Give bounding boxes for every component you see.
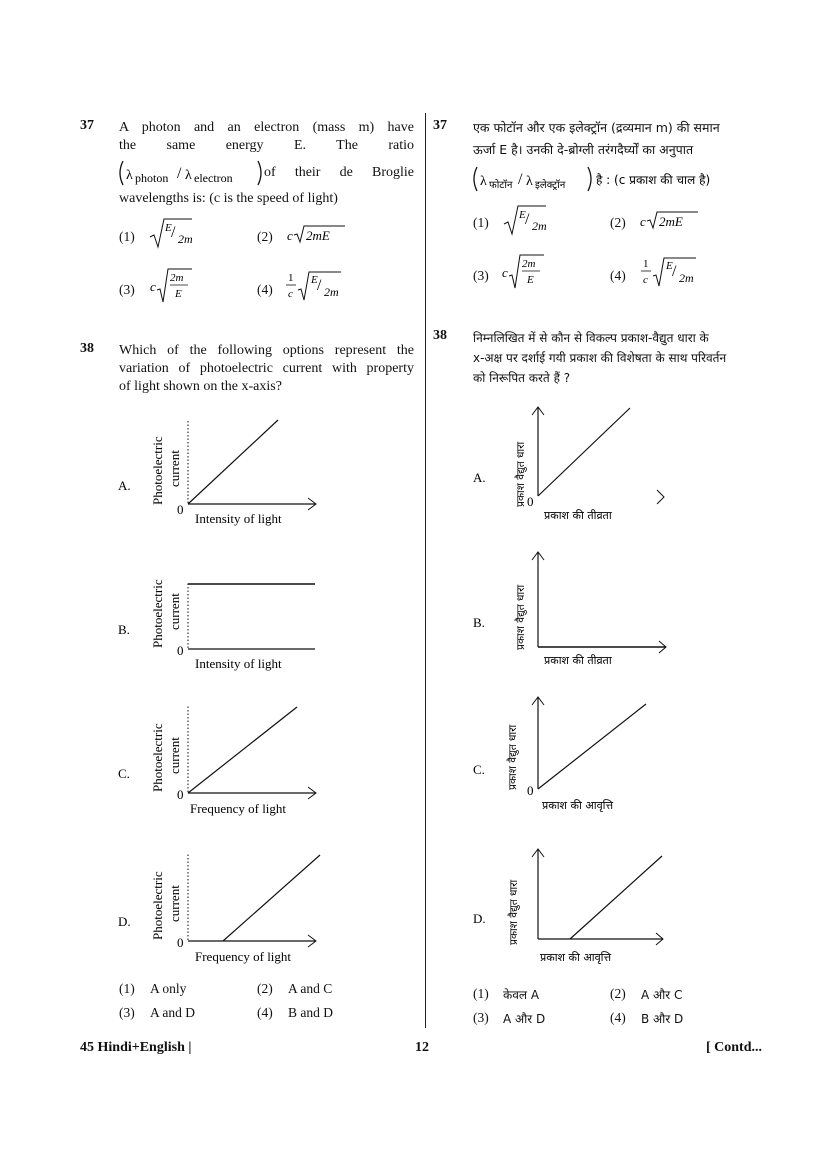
q38-option-1-text[interactable]: A only [150, 981, 187, 996]
svg-text:2mE: 2mE [306, 228, 330, 243]
svg-text:/: / [518, 171, 523, 188]
q38-hi-option-3-text[interactable]: A और D [503, 1012, 546, 1026]
graph-a-hi-origin: 0 [527, 494, 534, 509]
q38-line3: of light shown on the x-axis? [119, 379, 282, 394]
graph-c-hi-xlabel: प्रकाश की आवृत्ति [542, 799, 614, 812]
svg-text:c: c [288, 288, 293, 300]
graph-c-hi-ylabel: प्रकाश वैद्युत धारा [507, 724, 519, 790]
graph-d-en-label: D. [118, 914, 131, 929]
q37-hi-option-4-label: (4) [610, 268, 626, 283]
ratio-hi-photon-sub: फोटॉन [489, 180, 513, 191]
q38-hi-option-2-text[interactable]: A और C [641, 988, 683, 1002]
q38-option-1-label: (1) [119, 981, 135, 996]
svg-text:c: c [150, 279, 156, 294]
q38-hi-line3: को निरूपित करते हैं ? [473, 371, 571, 385]
svg-text:c: c [640, 214, 646, 229]
q38-hi-option-1-label: (1) [473, 986, 489, 1001]
graph-d-en-xlabel: Frequency of light [195, 949, 292, 964]
q37-hi-option-2-label: (2) [610, 215, 626, 230]
q37-option-3-formula[interactable] [148, 266, 208, 311]
graph-a-en [115, 405, 330, 535]
q37-hi-option-3-formula[interactable] [500, 252, 560, 297]
graph-d-en [115, 843, 330, 973]
graph-b-hi-xlabel: प्रकाश की तीव्रता [544, 654, 612, 667]
graph-c-en-xlabel: Frequency of light [190, 801, 287, 816]
graph-b-en-ylabel1: Photoelectric [150, 579, 165, 648]
q37-line4: wavelengths is: (c is the speed of light) [119, 191, 338, 206]
q38-hi-number: 38 [433, 328, 447, 343]
graph-c-hi [470, 690, 680, 820]
c-sqrt-2mE-hi [638, 209, 708, 233]
svg-text:c: c [643, 274, 648, 286]
q38-hi-option-3-label: (3) [473, 1010, 489, 1025]
svg-text:2m: 2m [324, 285, 339, 299]
svg-text:2m: 2m [522, 258, 536, 270]
svg-text:2m: 2m [532, 219, 547, 233]
graph-c-en [115, 695, 330, 825]
svg-text:/: / [177, 165, 182, 182]
graph-a-en-xlabel: Intensity of light [195, 511, 282, 526]
sqrt-e-over-2m-hi [502, 202, 562, 238]
svg-text:λ: λ [526, 174, 533, 189]
q38-option-4-text[interactable]: B and D [288, 1005, 333, 1020]
svg-text:2m: 2m [170, 272, 184, 284]
graph-a-en-ylabel1: Photoelectric [150, 436, 165, 505]
q37-hi-ratio-suffix: है : (c प्रकाश की चाल है) [596, 173, 711, 187]
graph-d-hi-xlabel: प्रकाश की आवृत्ति [540, 951, 612, 964]
q38-hi-option-1-text[interactable]: केवल A [503, 988, 540, 1002]
graph-a-en-origin: 0 [177, 502, 184, 517]
svg-text:/: / [317, 277, 322, 294]
q37-option-4-label: (4) [257, 282, 273, 297]
q38-option-2-label: (2) [257, 981, 273, 996]
c-sqrt-2mE [285, 223, 355, 247]
c-sqrt-2m-over-E [148, 266, 208, 306]
svg-text:c: c [287, 228, 293, 243]
svg-text:E: E [666, 260, 673, 272]
footer-page-number: 12 [415, 1040, 429, 1055]
q37-hi-ratio-line [470, 164, 770, 199]
q37-option-2-formula[interactable] [285, 223, 355, 252]
q38-hi-option-2-label: (2) [610, 986, 626, 1001]
graph-d-hi [470, 842, 680, 972]
q37-option-1-label: (1) [119, 229, 135, 244]
q38-hi-option-4-label: (4) [610, 1010, 626, 1025]
q37-line2: the same energy E. The ratio [119, 138, 414, 153]
sqrt-e-over-2m [148, 215, 208, 251]
footer-paper-code: 45 Hindi+English | [80, 1040, 192, 1055]
graph-b-en-label: B. [118, 622, 130, 637]
graph-d-hi-label: D. [473, 911, 486, 926]
graph-d-hi-ylabel: प्रकाश वैद्युत धारा [508, 879, 520, 945]
q37-number: 37 [80, 118, 94, 133]
q38-hi-option-4-text[interactable]: B और D [641, 1012, 684, 1026]
svg-text:2m: 2m [679, 271, 694, 285]
svg-text:λ: λ [126, 168, 133, 183]
graph-c-en-label: C. [118, 766, 130, 781]
one-over-c-sqrt-e-over-2m [285, 266, 355, 306]
q37-hi-line2: ऊर्जा E है। उनकी दे-ब्रोग्ली तरंगदैर्घ्यों का अनुपात [473, 142, 694, 157]
svg-text:c: c [502, 265, 508, 280]
footer-contd: [ Contd... [706, 1040, 763, 1055]
svg-text:/: / [171, 224, 176, 241]
graph-c-en-ylabel1: Photoelectric [150, 723, 165, 792]
graph-a-en-line [188, 420, 278, 504]
svg-text:/: / [672, 263, 677, 280]
graph-b-en-ylabel2: current [167, 593, 182, 630]
q37-hi-option-2-formula[interactable] [638, 209, 708, 238]
q37-option-1-formula[interactable] [148, 215, 208, 256]
q38-option-4-label: (4) [257, 1005, 273, 1020]
svg-text:E: E [519, 209, 526, 221]
graph-d-en-origin: 0 [177, 935, 184, 950]
q37-line1: A photon and an electron (mass m) have [119, 120, 414, 135]
svg-text:E: E [175, 288, 182, 300]
c-sqrt-2m-over-E-hi [500, 252, 560, 292]
graph-d-en-ylabel1: Photoelectric [150, 871, 165, 940]
graph-d-hi-line [570, 856, 662, 939]
q37-hi-option-1-label: (1) [473, 215, 489, 230]
q37-option-3-label: (3) [119, 282, 135, 297]
column-divider [425, 113, 426, 1028]
graph-a-en-ylabel2: current [167, 450, 182, 487]
q37-ratio-suffix: of their de Broglie [264, 165, 414, 180]
svg-text:2m: 2m [178, 232, 193, 246]
graph-a-hi-label: A. [473, 470, 486, 485]
svg-text:E: E [165, 222, 172, 234]
ratio-electron-sub: electron [194, 171, 233, 185]
ratio-hi-electron-sub: इलेक्ट्रॉन [535, 180, 566, 191]
one-over-c-sqrt-e-over-2m-hi [640, 252, 710, 292]
graph-a-hi-line [538, 408, 630, 496]
svg-text:2mE: 2mE [659, 214, 683, 229]
q38-line2: variation of photoelectric current with property [119, 361, 414, 376]
graph-c-en-line [188, 707, 297, 793]
q38-option-3-label: (3) [119, 1005, 135, 1020]
q37-hi-line1: एक फोटॉन और एक इलेक्ट्रॉन (द्रव्यमान m) की समान [473, 120, 720, 135]
q37-hi-ratio-formula [470, 164, 770, 194]
graph-c-hi-line [538, 704, 646, 789]
svg-text:E: E [527, 274, 534, 286]
graph-c-hi-origin: 0 [527, 783, 534, 798]
graph-a-hi-xlabel: प्रकाश की तीव्रता [544, 509, 612, 522]
q37-hi-option-4-formula[interactable] [640, 252, 710, 297]
graph-b-hi-ylabel: प्रकाश वैद्युत धारा [515, 584, 527, 650]
q38-hi-line2: x-अक्ष पर दर्शाई गयी प्रकाश की विशेषता के साथ परिवर्तन [473, 351, 727, 365]
q37-hi-option-3-label: (3) [473, 268, 489, 283]
graph-a-en-label: A. [118, 478, 131, 493]
q38-option-2-text[interactable]: A and C [288, 981, 333, 996]
q38-option-3-text[interactable]: A and D [150, 1005, 195, 1020]
q38-number: 38 [80, 341, 94, 356]
graph-b-hi [470, 545, 680, 675]
graph-b-en [115, 550, 330, 680]
graph-c-en-ylabel2: current [167, 737, 182, 774]
graph-d-en-ylabel2: current [167, 885, 182, 922]
q37-hi-option-1-formula[interactable] [502, 202, 562, 243]
svg-text:1: 1 [288, 272, 294, 284]
graph-b-en-origin: 0 [177, 643, 184, 658]
graph-b-hi-label: B. [473, 615, 485, 630]
svg-text:λ: λ [480, 174, 487, 189]
graph-b-en-xlabel: Intensity of light [195, 656, 282, 671]
q38-hi-line1: निम्नलिखित में से कौन से विकल्प प्रकाश-वैद्युत धारा के [473, 331, 709, 345]
graph-c-en-origin: 0 [177, 787, 184, 802]
q38-line1: Which of the following options represent the [119, 343, 414, 358]
svg-text:/: / [525, 211, 530, 228]
q37-option-4-formula[interactable] [285, 266, 355, 311]
svg-text:E: E [311, 274, 318, 286]
graph-c-hi-label: C. [473, 762, 485, 777]
q37-option-2-label: (2) [257, 229, 273, 244]
q37-hi-number: 37 [433, 118, 447, 133]
graph-a-hi [470, 400, 680, 530]
svg-text:1: 1 [643, 258, 649, 270]
svg-text:λ: λ [185, 168, 192, 183]
graph-a-hi-ylabel: प्रकाश वैद्युत धारा [515, 441, 527, 507]
graph-d-en-line [223, 855, 320, 941]
ratio-photon-sub: photon [135, 171, 169, 185]
